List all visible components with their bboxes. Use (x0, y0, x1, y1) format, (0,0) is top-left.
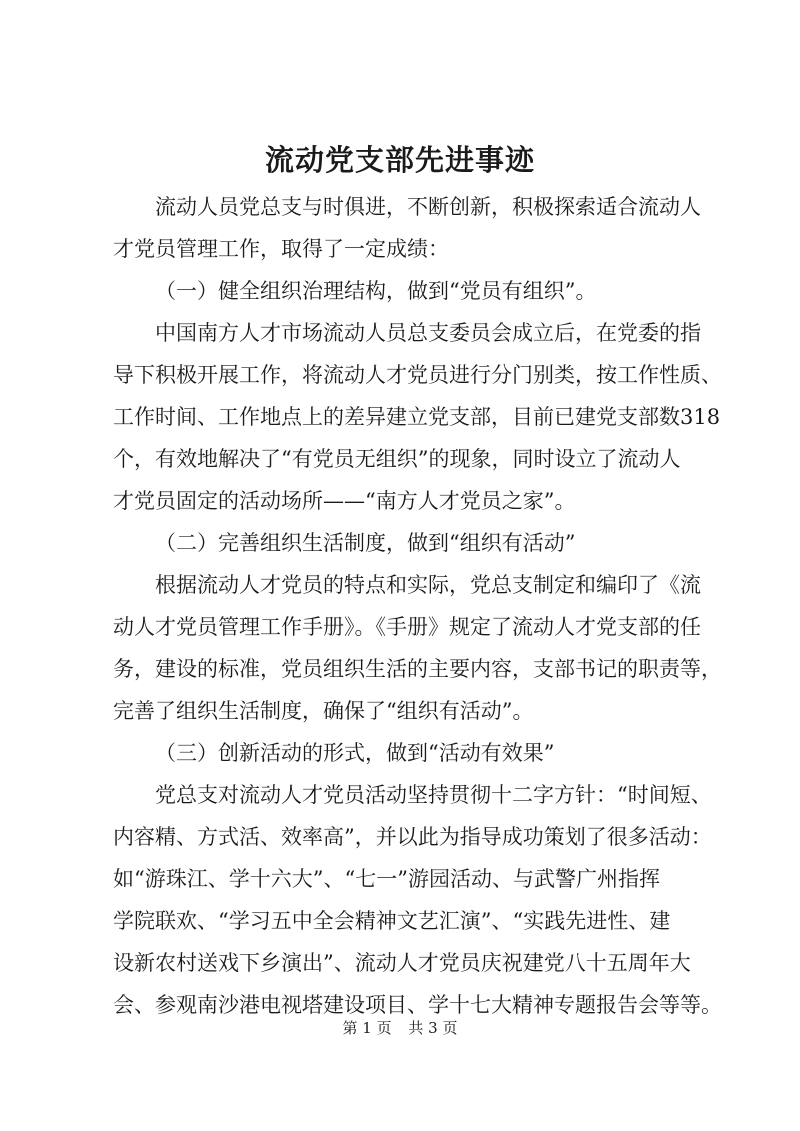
text-line: （三）创新活动的形式，做到“活动有效果” (155, 741, 555, 765)
text-line: 流动人员党总支与时俱进，不断创新，积极探索适合流动人 (155, 195, 701, 219)
text-line: 党总支对流动人才党员活动坚持贯彻十二字方针：“时间短、 (155, 783, 712, 807)
text-line: 才党员固定的活动场所——“南方人才党员之家”。 (113, 489, 576, 513)
text-line: 根据流动人才党员的特点和实际，党总支制定和编印了《流 (155, 573, 701, 597)
text-line: 学院联欢、“学习五中全会精神文艺汇演”、“实践先进性、建 (113, 909, 671, 933)
text-line: 务，建设的标准，党员组织生活的主要内容，支部书记的职责等， (113, 657, 722, 681)
text-line: （一）健全组织治理结构，做到“党员有组织”。 (155, 279, 597, 303)
paragraph-section-3 (113, 774, 722, 1026)
text-line: 完善了组织生活制度，确保了“组织有活动”。 (113, 699, 534, 723)
text-line: 如“游珠江、学十六大”、“七一”游园活动、与武警广州指挥 (113, 867, 660, 891)
text-line: 导下积极开展工作，将流动人才党员进行分门别类，按工作性质、 (113, 363, 722, 387)
text-line: 中国南方人才市场流动人员总支委员会成立后，在党委的指 (155, 321, 701, 345)
page-footer (0, 1017, 800, 1038)
section-heading-1 (113, 270, 693, 312)
text-line: （二）完善组织生活制度，做到“组织有活动” (155, 531, 576, 555)
section-heading-3 (113, 732, 693, 774)
text-line: 会、参观南沙港电视塔建设项目、学十七大精神专题报告会等等。 (113, 993, 722, 1017)
document-title: 流动党支部先进事迹 (264, 143, 535, 177)
text-line: 设新农村送戏下乡演出”、流动人才党员庆祝建党八十五周年大 (113, 951, 691, 975)
paragraph-section-1 (113, 312, 722, 522)
paragraph-intro (113, 186, 701, 270)
page-number: 第 1 页 (342, 1019, 392, 1037)
section-heading-2 (113, 522, 693, 564)
paragraph-section-2 (113, 564, 722, 732)
page-total: 共 3 页 (408, 1019, 458, 1037)
text-line: 工作时间、工作地点上的差异建立党支部，目前已建党支部数318 (113, 405, 721, 429)
text-line: 个，有效地解决了“有党员无组织”的现象，同时设立了流动人 (113, 447, 681, 471)
document-body (113, 186, 722, 1026)
text-line: 动人才党员管理工作手册》。《手册》规定了流动人才党支部的任 (113, 615, 701, 639)
text-line: 才党员管理工作，取得了一定成绩： (113, 237, 449, 261)
text-line: 内容精、方式活、效率高”，并以此为指导成功策划了很多活动： (113, 825, 712, 849)
